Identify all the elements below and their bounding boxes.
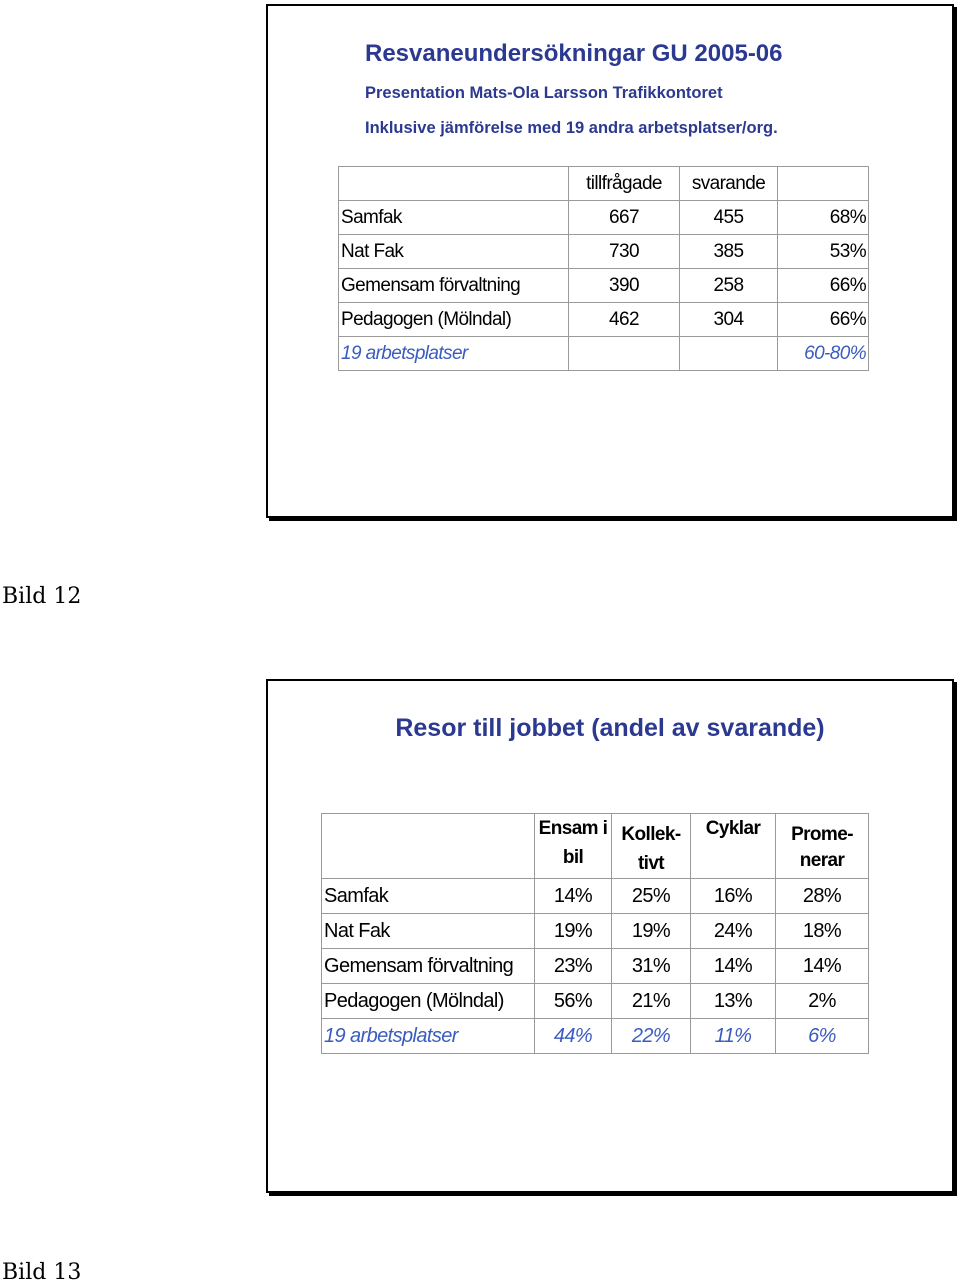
table-cell: 28% (776, 879, 869, 914)
table-cell: 21% (612, 984, 691, 1019)
table-cell: 25% (612, 879, 691, 914)
table-cell: 16% (691, 879, 776, 914)
table-cell: 11% (691, 1019, 776, 1054)
table-cell: Gemensam förvaltning (322, 949, 535, 984)
table-cell: 14% (535, 879, 612, 914)
slide-13 (266, 679, 954, 1193)
table-header-row (322, 814, 869, 879)
table-cell: 455 (680, 201, 778, 235)
table-cell: 44% (535, 1019, 612, 1054)
table-cell: 19% (612, 914, 691, 949)
table-cell: Nat Fak (322, 914, 535, 949)
table-cell: 18% (776, 914, 869, 949)
slide-title: Resvaneundersökningar GU 2005-06 (365, 40, 783, 67)
table-cell: 53% (778, 235, 869, 269)
table-row (339, 201, 869, 235)
table-cell: 66% (778, 303, 869, 337)
table-cell: 56% (535, 984, 612, 1019)
slide-caption-12: Bild 12 (2, 584, 82, 609)
slide-title: Resor till jobbet (andel av svarande) (395, 714, 825, 742)
header-cell: Ensam i bil (535, 814, 612, 879)
table-cell: Gemensam förvaltning (339, 269, 569, 303)
header-cell: svarande (680, 167, 778, 201)
table-row-comparison (322, 1019, 869, 1054)
table-cell: 14% (776, 949, 869, 984)
header-cell (778, 167, 869, 201)
table-cell: Pedagogen (Mölndal) (322, 984, 535, 1019)
table-cell: 385 (680, 235, 778, 269)
header-cell: Kollek-tivt (612, 814, 691, 879)
slide-caption-13: Bild 13 (2, 1260, 82, 1285)
slide-subtitle-presenter: Presentation Mats-Ola Larsson Trafikkontoret (365, 84, 723, 102)
table-cell: 66% (778, 269, 869, 303)
slide-12 (266, 4, 954, 518)
table-cell: 31% (612, 949, 691, 984)
table-row (322, 914, 869, 949)
table-cell: Nat Fak (339, 235, 569, 269)
table-cell: 19 arbetsplatser (339, 337, 569, 371)
table-cell (569, 337, 680, 371)
table-row (322, 949, 869, 984)
table-row (339, 235, 869, 269)
header-cell (322, 814, 535, 879)
table-cell: 19 arbetsplatser (322, 1019, 535, 1054)
table-row-comparison (339, 337, 869, 371)
header-cell: tillfrågade (569, 167, 680, 201)
table-row (322, 879, 869, 914)
table-cell: 304 (680, 303, 778, 337)
table-cell: 24% (691, 914, 776, 949)
table-cell: 2% (776, 984, 869, 1019)
table-cell: 14% (691, 949, 776, 984)
header-cell (339, 167, 569, 201)
table-cell: Samfak (339, 201, 569, 235)
table-cell: 23% (535, 949, 612, 984)
table-cell: 730 (569, 235, 680, 269)
table-cell: Pedagogen (Mölndal) (339, 303, 569, 337)
table-cell: 60-80% (778, 337, 869, 371)
commute-mode-table (321, 813, 869, 1054)
table-row (339, 269, 869, 303)
table-cell: 667 (569, 201, 680, 235)
table-header-row (339, 167, 869, 201)
table-cell: 6% (776, 1019, 869, 1054)
table-cell: 390 (569, 269, 680, 303)
response-rate-table (338, 166, 869, 371)
table-cell: 462 (569, 303, 680, 337)
table-cell: 68% (778, 201, 869, 235)
table-row (322, 984, 869, 1019)
table-cell: 22% (612, 1019, 691, 1054)
header-cell: Prome-nerar (776, 814, 869, 879)
header-cell: Cyklar (691, 814, 776, 879)
table-cell: 19% (535, 914, 612, 949)
table-cell: 13% (691, 984, 776, 1019)
table-row (339, 303, 869, 337)
table-cell: Samfak (322, 879, 535, 914)
slide-subtitle-comparison: Inklusive jämförelse med 19 andra arbetsplatser/org. (365, 119, 778, 137)
table-cell (680, 337, 778, 371)
table-cell: 258 (680, 269, 778, 303)
